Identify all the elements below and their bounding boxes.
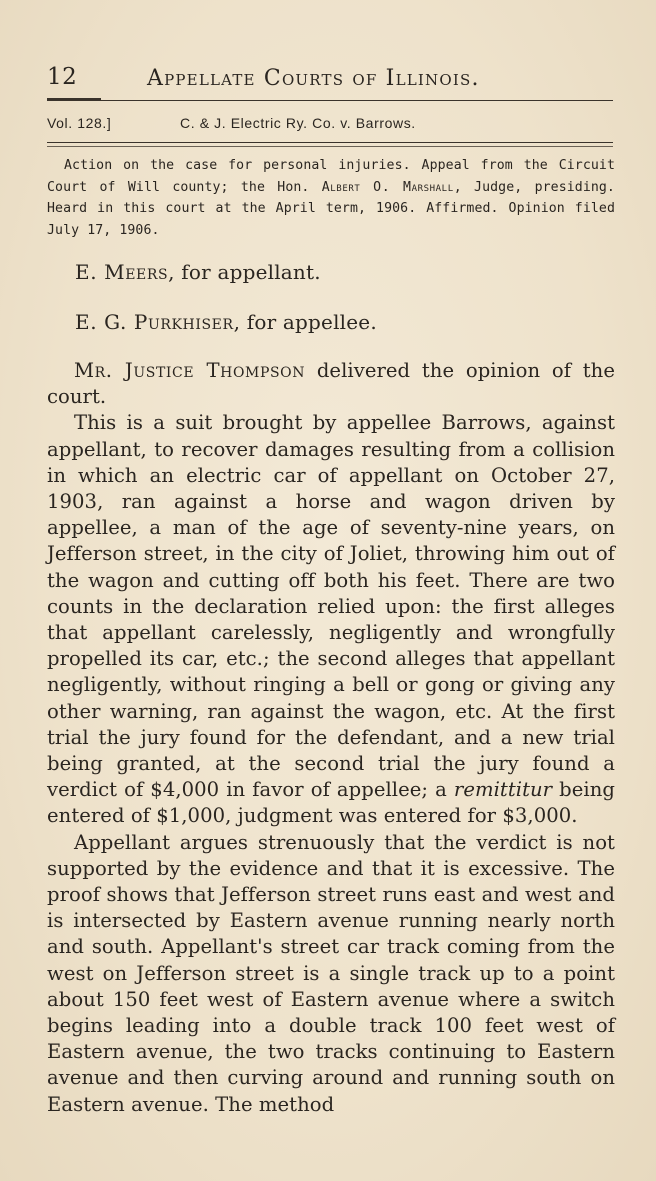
judge-name: Albert O. Marshall [321,179,454,195]
opinion-paragraph-2: Appellant argues strenuously that the verdict is not supported by the evidence and that it is excessive. The proof shows that Jefferson street runs east and west and is intersected by Eastern avenue running nearly north and south. Appellant's street car track coming from the west on Jefferson street is a single track up to a point about 150 feet west of Eastern avenue where a switch begins leading into a double track 100 feet west of Eastern avenue, the two tracks continuing to Eastern avenue and then curving around and running south on Eastern avenue. The method [47,830,615,1116]
volume-number: Vol. 128.] [47,115,112,131]
appellee-counsel-role: , for appellee. [233,310,377,334]
paragraph-1-text-a: This is a suit brought by appellee Barrows, against appellant, to recover damages resulting from a collision in which an electric car of appellant on October 27, 1903, ran against a horse and wagon driven by appellee, a man of the age of seventy-nine years, on Jefferson street, in the city of Joliet, throwing him out of the wagon and cutting off both his feet. There are two counts in the declaration relied upon: the first alleges that appellant carelessly, negligently and wrongfully propelled its car, etc.; the second alleges that appellant negligently, without ringing a bell or gong or giving any other warning, ran against the wagon, etc. At the first trial the jury found for the defendant, and a new trial being granted, at the second trial the jury found a verdict of $4,000 in favor of appellee; a [47,411,615,802]
appellant-counsel-name: E. Meers [75,260,169,284]
paragraph-1-text-b: being entered of $1,000, judgment was entered for $3,000. [47,778,615,828]
syllabus [47,155,615,241]
caption-rule-thin [47,146,613,147]
case-caption: C. & J. Electric Ry. Co. v. Barrows. [180,115,416,131]
justice-name: Mr. Justice Thompson [74,359,306,382]
remittitur-term: remittitur [453,778,553,802]
counsel-appellee [75,310,377,334]
opinion-paragraph-1 [47,410,615,829]
running-title: Appellate Courts of Illinois. [147,66,480,91]
caption-rule [47,142,613,143]
syllabus-text-after-judge: , Judge, presiding. Heard in this court at the April term, 1906. Affirmed. Opinion filed July 17, 1906. [47,179,615,238]
syllabus-text-before-judge: Action on the case for personal injuries. Appeal from the Circuit Court of Will county; the Hon. [47,158,615,195]
running-head [47,58,615,98]
appellee-counsel-name: E. G. Purkhiser [75,310,234,334]
book-page [47,58,615,1116]
header-rule [47,100,613,101]
page-number: 12 [47,64,78,90]
counsel-appellant [75,260,321,284]
opinion-intro [47,358,615,410]
opinion-body [47,358,615,1118]
opinion-intro-text: delivered the opinion of the court. [47,359,615,409]
appellant-counsel-role: , for appellant. [168,260,321,284]
